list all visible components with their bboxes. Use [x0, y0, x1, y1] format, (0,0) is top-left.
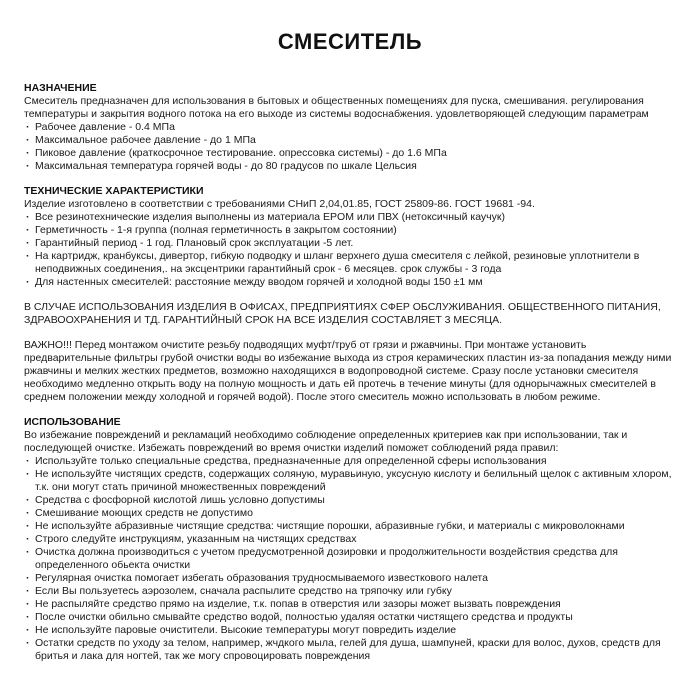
bullet-item: · После очистки обильно смывайте средство водой, полностью удаляя остатки чистящего средства и продукты	[24, 611, 676, 624]
warranty-note-text: В СЛУЧАЕ ИСПОЛЬЗОВАНИЯ ИЗДЕЛИЯ В ОФИСАХ, ПРЕДПРИЯТИЯХ СФЕР ОБСЛУЖИВАНИЯ. ОБЩЕСТВЕННОГО ПИТАНИЯ, ЗДРАВООХРАНЕНИЯ И ТД. ГАРАНТИЙНЫЙ СРОК НА ВСЕ ИЗДЕЛИЯ СОСТАВЛЯЕТ 3 МЕСЯЦА.	[24, 301, 661, 326]
bullet-item: · Гарантийный период - 1 год. Плановый срок эксплуатации -5 лет.	[24, 237, 676, 250]
bullet-item: · Для настенных смесителей: расстояние между вводом горячей и холодной воды 150 ±1 мм	[24, 276, 676, 289]
section-usage-heading: ИСПОЛЬЗОВАНИЕ	[24, 416, 121, 428]
bullet-item: · Очистка должна производиться с учетом предусмотренной дозировки и продолжительности воздействия средства для определенного обьекта очистки	[24, 546, 676, 572]
section-naznachenie-heading: НАЗНАЧЕНИЕ	[24, 82, 97, 94]
section-tech-heading: ТЕХНИЧЕСКИЕ ХАРАКТЕРИСТИКИ	[24, 185, 204, 197]
section-tech-intro: Изделие изготовлено в соответствии с требованиями СНиП 2,04,01.85, ГОСТ 25809-86. ГОСТ 19681 -94.	[24, 198, 535, 210]
bullet-item: · Максимальная температура горячей воды - до 80 градусов по шкале Цельсия	[24, 160, 676, 173]
bullet-item: · Не используйте паровые очистители. Высокие температуры могут повредить изделие	[24, 624, 676, 637]
section-naznachenie-intro: Смеситель предназначен для использования в бытовых и общественных помещениях для пуска, смешивания. регулирования температуры и закрытия водного потока на его выходе из системы водоснабжения. удовлетворяющей следующим параметрам	[24, 95, 649, 120]
bullet-item: · Герметичность - 1-я группа (полная герметичность в закрытом состоянии)	[24, 224, 676, 237]
important-text: ВАЖНО!!! Перед монтажом очистите резьбу подводящих муфт/труб от грязи и ржавчины. При монтаже установить предварительные фильтры грубой очистки воды во избежание выхода из строя керамических пластин из-за попадания между ними ржавчины и мелких жестких предметов, возможно находящихся в водопроводной системе. Сразу после установки смесителя необходимо медленно открыть воду на полную мощность и дать ей протечь в течение минуты (для однорычажных смесителей в среднем положении между холодной и горячей водой). После этого смеситель можно использовать в любом режиме.	[24, 339, 672, 403]
bullet-item: · Пиковое давление (краткосрочное тестирование. опрессовка системы) - до 1.6 МПа	[24, 147, 676, 160]
section-naznachenie	[24, 82, 676, 173]
tech-bullet-list	[24, 211, 676, 289]
section-usage	[24, 416, 676, 663]
bullet-item: · Не используйте чистящих средств, содержащих соляную, муравьиную, уксусную кислоту и белильный щелок с активным хлором, т.к. они могут стать причиной множественных повреждений	[24, 468, 676, 494]
bullet-item: · Средства с фосфорной кислотой лишь условно допустимы	[24, 494, 676, 507]
section-warranty-note	[24, 301, 676, 327]
bullet-item: · Остатки средств по уходу за телом, например, жчдкого мыла, гелей для душа, шампуней, краски для волос, духов, средств для бритья и лака для ногтей, так же могу спровоцировать повреждения	[24, 637, 676, 663]
section-important	[24, 339, 676, 404]
bullet-item: · Смешивание моющих средств не допустимо	[24, 507, 676, 520]
bullet-item: · На картридж, кранбуксы, дивертор, гибкую подводку и шланг верхнего душа смесителя с лейкой, резиновые уплотнители в неподвижных соединения,. на эксцентрики гарантийный срок - 6 месяцев. срок службы - 3 года	[24, 250, 676, 276]
usage-bullet-list	[24, 455, 676, 663]
bullet-item: · Регулярная очистка помогает избегать образования трудносмываемого известкового налета	[24, 572, 676, 585]
bullet-item: · Все резинотехнические изделия выполнены из материала EPOM или ПВХ (нетоксичный каучук)	[24, 211, 676, 224]
bullet-item: · Строго следуйте инструкциям, указанным на чистящих средствах	[24, 533, 676, 546]
section-usage-intro: Во избежание повреждений и рекламаций необходимо соблюдение определенных критериев как при использовании, так и последующей очистке. Избежать повреждений во время очистки изделий поможет соблюдений ряда правил:	[24, 429, 628, 454]
section-tech	[24, 185, 676, 289]
bullet-item: · Используйте только специальные средства, предназначенные для определенной сферы использования	[24, 455, 676, 468]
page-title: СМЕСИТЕЛЬ	[277, 29, 423, 54]
bullet-item: · Не распыляйте средство прямо на изделие, т.к. попав в отверстия или зазоры может вызвать повреждения	[24, 598, 676, 611]
naznachenie-bullet-list	[24, 121, 676, 173]
bullet-item: · Если Вы пользуетесь аэрозолем, сначала распылите средство на тряпочку или губку	[24, 585, 676, 598]
bullet-item: · Не используйте абразивные чистящие средства: чистящие порошки, абразивные губки, и материалы с микроволокнами	[24, 520, 676, 533]
bullet-item: · Рабочее давление - 0.4 МПа	[24, 121, 676, 134]
bullet-item: · Максимальное рабочее давление - до 1 МПа	[24, 134, 676, 147]
